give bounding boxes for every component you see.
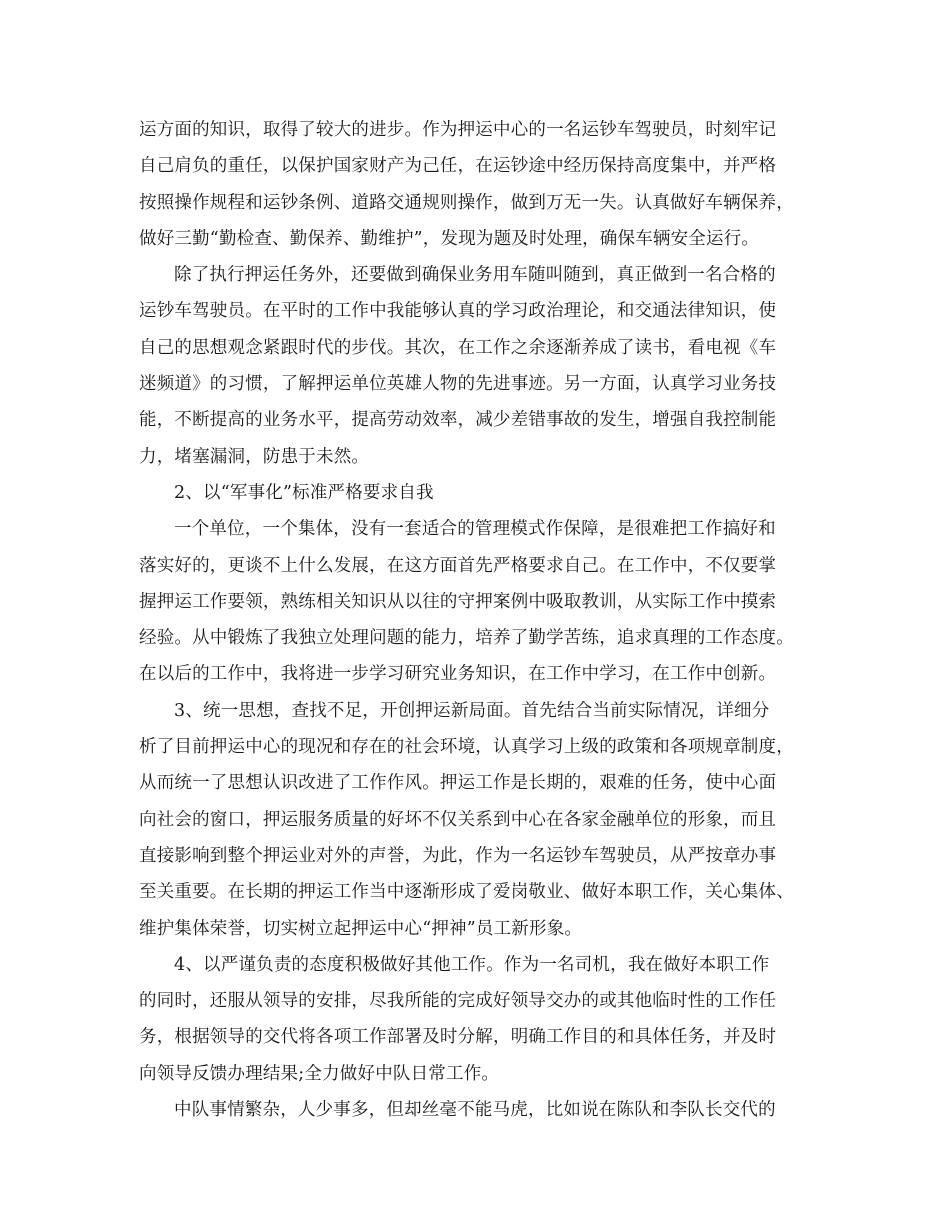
text-line: 析了目前押运中心的现况和存在的社会环境，认真学习上级的政策和各项规章制度， [139, 737, 794, 758]
paragraph-first-line: 中队事情繁杂，人少事多，但却丝毫不能马虎，比如说在陈队和李队长交代的 [174, 1100, 776, 1121]
text-line: 从而统一了思想认识改进了工作作风。押运工作是长期的，艰难的任务，使中心面 [139, 773, 777, 794]
paragraph-first-line: 4、以严谨负责的态度积极做好其他工作。作为一名司机，我在做好本职工作 [174, 954, 770, 975]
paragraph-first-line: 2、以“军事化”标准严格要求自我 [174, 482, 434, 503]
paragraph-first-line: 3、统一思想，查找不足，开创押运新局面。首先结合当前实际情况，详细分 [174, 700, 770, 721]
text-line: 落实好的，更谈不上什么发展，在这方面首先严格要求自己。在工作中，不仅要掌 [139, 555, 777, 576]
text-line: 在以后的工作中，我将进一步学习研究业务知识，在工作中学习，在工作中创新。 [139, 664, 777, 685]
paragraph-first-line: 除了执行押运任务外，还要做到确保业务用车随叫随到，真正做到一名合格的 [174, 265, 776, 286]
text-line: 经验。从中锻炼了我独立处理问题的能力，培养了勤学苦练，追求真理的工作态度。 [139, 628, 794, 649]
text-line: 迷频道》的习惯，了解押运单位英雄人物的先进事迹。另一方面，认真学习业务技 [139, 374, 777, 395]
text-line: 做好三勤“勤检查、勤保养、勤维护”，发现为题及时处理，确保车辆安全运行。 [139, 228, 760, 249]
text-line: 直接影响到整个押运业对外的声誉，为此，作为一名运钞车驾驶员，从严按章办事 [139, 845, 777, 866]
text-line: 运方面的知识，取得了较大的进步。作为押运中心的一名运钞车驾驶员，时刻牢记 [139, 120, 777, 140]
text-line: 运钞车驾驶员。在平时的工作中我能够认真的学习政治理论，和交通法律知识，使 [139, 301, 777, 322]
text-line: 握押运工作要领，熟练相关知识从以往的守押案例中吸取教训，从实际工作中摸索 [139, 591, 777, 612]
text-line: 维护集体荣誉，切实树立起押运中心“押神”员工新形象。 [139, 918, 583, 939]
text-line: 向领导反馈办理结果;全力做好中队日常工作。 [139, 1063, 500, 1084]
document-body [139, 112, 819, 1128]
text-line: 向社会的窗口，押运服务质量的好坏不仅关系到中心在各家金融单位的形象，而且 [139, 809, 777, 830]
text-line: 能，不断提高的业务水平，提高劳动效率，减少差错事故的发生，增强自我控制能 [139, 410, 777, 431]
text-line: 至关重要。在长期的押运工作当中逐渐形成了爱岗敬业、做好本职工作，关心集体、 [139, 882, 794, 903]
text-line: 务，根据领导的交代将各项工作部署及时分解，明确工作目的和具体任务，并及时 [139, 1027, 777, 1048]
text-line: 的同时，还服从领导的安排，尽我所能的完成好领导交办的或其他临时性的工作任 [139, 991, 777, 1012]
text-line: 按照操作规程和运钞条例、道路交通规则操作，做到万无一失。认真做好车辆保养， [139, 192, 794, 213]
text-line: 自己的思想观念紧跟时代的步伐。其次，在工作之余逐渐养成了读书，看电视《车 [139, 337, 777, 358]
text-line: 力，堵塞漏洞，防患于未然。 [139, 446, 370, 467]
text-line: 自己肩负的重任，以保护国家财产为己任，在运钞途中经历保持高度集中，并严格 [139, 156, 777, 177]
paragraph-first-line: 一个单位，一个集体，没有一套适合的管理模式作保障，是很难把工作搞好和 [174, 519, 776, 540]
